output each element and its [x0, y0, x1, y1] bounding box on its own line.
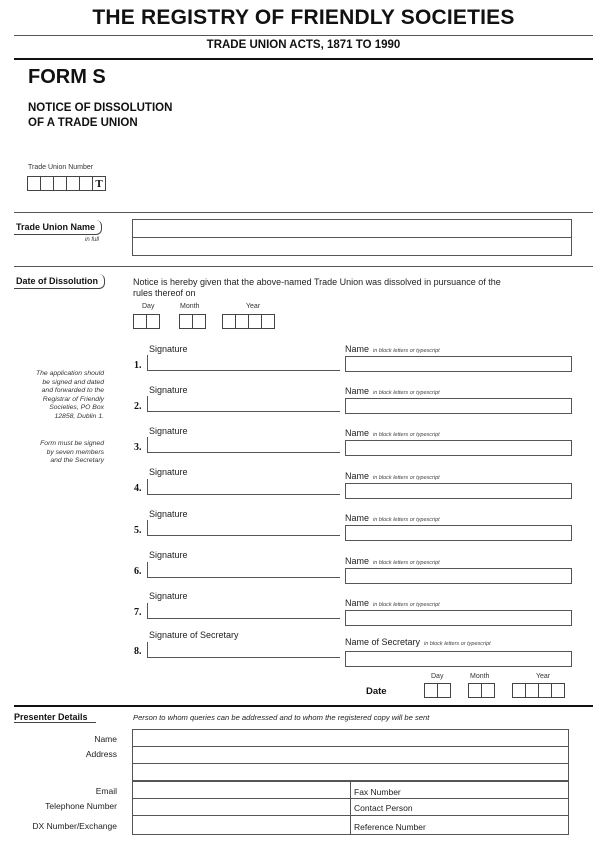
signature-number: 4.: [134, 483, 142, 494]
signature-number: 2.: [134, 401, 142, 412]
form-notice-title: NOTICE OF DISSOLUTION OF A TRADE UNION: [28, 102, 173, 129]
union-number-digit[interactable]: [79, 176, 93, 191]
sign-day-label: Day: [431, 673, 444, 680]
dx-number-field[interactable]: [132, 815, 351, 835]
name-label: Name in block letters or typescript: [345, 428, 440, 438]
signature-number: 8.: [134, 646, 142, 657]
divider: [14, 212, 593, 213]
union-name-sub: in full: [85, 237, 100, 243]
dissolution-year-label: Year: [246, 303, 261, 310]
secretary-name-field[interactable]: [345, 651, 572, 667]
union-number-suffix: T: [92, 176, 106, 191]
signature-number: 7.: [134, 607, 142, 618]
presenter-address-label: Address: [85, 749, 117, 759]
name-label: Name in block letters or typescript: [345, 471, 440, 481]
date-digit[interactable]: [525, 683, 539, 698]
divider: [14, 35, 593, 36]
name-field-4[interactable]: [345, 483, 572, 499]
presenter-address-field-2[interactable]: [132, 763, 569, 781]
signature-line-3[interactable]: [147, 437, 340, 453]
sign-year-field[interactable]: [512, 683, 565, 698]
union-number-digit[interactable]: [66, 176, 80, 191]
signature-number: 1.: [134, 360, 142, 371]
telephone-field[interactable]: [132, 798, 351, 816]
date-digit[interactable]: [551, 683, 565, 698]
signature-label: Signature: [149, 550, 188, 560]
date-digit[interactable]: [235, 314, 249, 329]
dissolution-month-field[interactable]: [179, 314, 206, 329]
union-number-digit[interactable]: [53, 176, 67, 191]
fax-number-label: Fax Number: [354, 787, 401, 797]
union-name-input-line2[interactable]: [132, 237, 572, 256]
union-name-label: Trade Union Name: [14, 220, 102, 235]
name-label: Name in block letters or typescript: [345, 344, 440, 354]
dissolution-month-label: Month: [180, 303, 200, 310]
dissolution-day-label: Day: [142, 303, 155, 310]
union-number-digit[interactable]: [27, 176, 41, 191]
date-digit[interactable]: [133, 314, 147, 329]
date-digit[interactable]: [222, 314, 236, 329]
date-digit[interactable]: [261, 314, 275, 329]
divider: [14, 58, 593, 60]
date-digit[interactable]: [179, 314, 193, 329]
signature-number: 6.: [134, 566, 142, 577]
name-field-7[interactable]: [345, 610, 572, 626]
divider: [14, 705, 593, 707]
date-digit[interactable]: [192, 314, 206, 329]
union-number-digit[interactable]: [40, 176, 54, 191]
dissolution-date-label: Date of Dissolution: [14, 274, 105, 289]
signing-requirements: Form must be signed by seven members and the Secretary: [40, 440, 104, 465]
name-label: Name in block letters or typescript: [345, 556, 440, 566]
acts-subtitle: TRADE UNION ACTS, 1871 TO 1990: [206, 39, 401, 51]
signature-line-4[interactable]: [147, 479, 340, 495]
date-digit[interactable]: [248, 314, 262, 329]
date-digit[interactable]: [481, 683, 495, 698]
signature-label: Signature: [149, 467, 188, 477]
reference-number-label: Reference Number: [354, 822, 426, 832]
presenter-email-label: Email: [95, 786, 117, 796]
name-field-5[interactable]: [345, 525, 572, 541]
date-digit[interactable]: [146, 314, 160, 329]
signature-label: Signature: [149, 509, 188, 519]
dx-number-label: DX Number/Exchange: [32, 821, 117, 831]
submission-instructions: The application should be signed and dated and forwarded to the Registrar of Friendly Societies, PO Box 12858, Dublin 1.: [35, 370, 104, 420]
form-title: FORM S: [28, 66, 106, 88]
signature-number: 5.: [134, 525, 142, 536]
presenter-email-field[interactable]: [132, 781, 351, 799]
contact-person-label: Contact Person: [354, 803, 413, 813]
union-number-field[interactable]: [27, 176, 106, 191]
secretary-signature-line[interactable]: [147, 642, 340, 658]
dissolution-year-field[interactable]: [222, 314, 275, 329]
secretary-name-label: Name of Secretary in block letters or typescript: [345, 637, 491, 647]
date-digit[interactable]: [424, 683, 438, 698]
name-label: Name in block letters or typescript: [345, 598, 440, 608]
presenter-details-label: Presenter Details: [14, 712, 96, 723]
signature-label: Signature: [149, 591, 188, 601]
sign-date-label: Date: [366, 686, 387, 697]
signature-line-2[interactable]: [147, 396, 340, 412]
signature-line-5[interactable]: [147, 520, 340, 536]
sign-day-field[interactable]: [424, 683, 451, 698]
secretary-signature-label: Signature of Secretary: [149, 630, 239, 640]
sign-year-label: Year: [536, 673, 551, 680]
dissolution-notice: Notice is hereby given that the above-named Trade Union was dissolved in pursuance of the rules thereof on: [133, 277, 501, 298]
presenter-name-label: Name: [94, 734, 117, 744]
dissolution-day-field[interactable]: [133, 314, 160, 329]
name-label: Name in block letters or typescript: [345, 513, 440, 523]
signature-line-7[interactable]: [147, 603, 340, 619]
date-digit[interactable]: [437, 683, 451, 698]
telephone-label: Telephone Number: [45, 801, 117, 811]
signature-line-1[interactable]: [147, 355, 340, 371]
date-digit[interactable]: [468, 683, 482, 698]
name-label: Name in block letters or typescript: [345, 386, 440, 396]
registry-title: THE REGISTRY OF FRIENDLY SOCIETIES: [92, 6, 515, 29]
name-field-3[interactable]: [345, 440, 572, 456]
signature-label: Signature: [149, 385, 188, 395]
presenter-note: Person to whom queries can be addressed and to whom the registered copy will be sent: [133, 713, 430, 722]
name-field-6[interactable]: [345, 568, 572, 584]
sign-month-label: Month: [470, 673, 490, 680]
signature-label: Signature: [149, 344, 188, 354]
divider: [14, 266, 593, 267]
date-digit[interactable]: [538, 683, 552, 698]
sign-month-field[interactable]: [468, 683, 495, 698]
presenter-address-field-1[interactable]: [132, 746, 569, 764]
union-number-label: Trade Union Number: [28, 164, 94, 171]
signature-line-6[interactable]: [147, 562, 340, 578]
name-field-2[interactable]: [345, 398, 572, 414]
signature-label: Signature: [149, 426, 188, 436]
name-field-1[interactable]: [345, 356, 572, 372]
signature-number: 3.: [134, 442, 142, 453]
date-digit[interactable]: [512, 683, 526, 698]
union-name-input-line1[interactable]: [132, 219, 572, 238]
presenter-name-field[interactable]: [132, 729, 569, 747]
